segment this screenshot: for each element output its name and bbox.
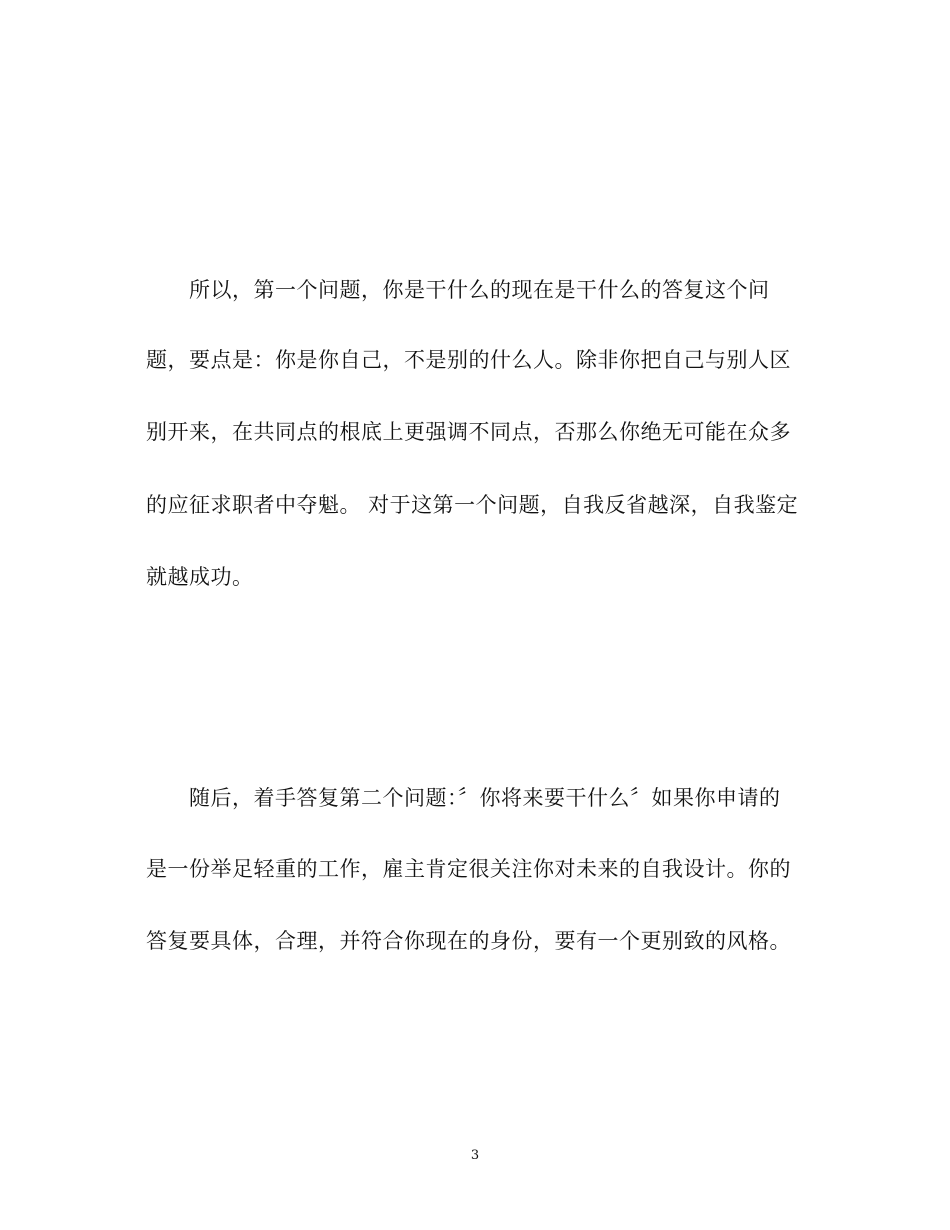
paragraph-line: 题，要点是：你是你自己，不是别的什么人。除非你把自己与别人区 [146,348,791,372]
page-number: 3 [470,1148,480,1163]
paragraph-line: 就越成功。 [146,565,254,589]
paragraph-line: 是一份举足轻重的工作，雇主肯定很关注你对未来的自我设计。你的 [146,857,791,881]
paragraph-line: 随后，着手答复第二个问题：〞你将来要干什么〞如果你申请的 [189,786,781,810]
paragraph-line: 别开来，在共同点的根底上更强调不同点，否那么你绝无可能在众多 [146,420,791,444]
paragraph-line: 答复要具体，合理，并符合你现在的身份，要有一个更别致的风格。 [146,929,791,953]
paragraph-line: 的应征求职者中夺魁。 对于这第一个问题，自我反省越深，自我鉴定 [146,493,799,517]
paragraph-line: 所以，第一个问题，你是干什么的现在是干什么的答复这个问 [189,278,770,302]
